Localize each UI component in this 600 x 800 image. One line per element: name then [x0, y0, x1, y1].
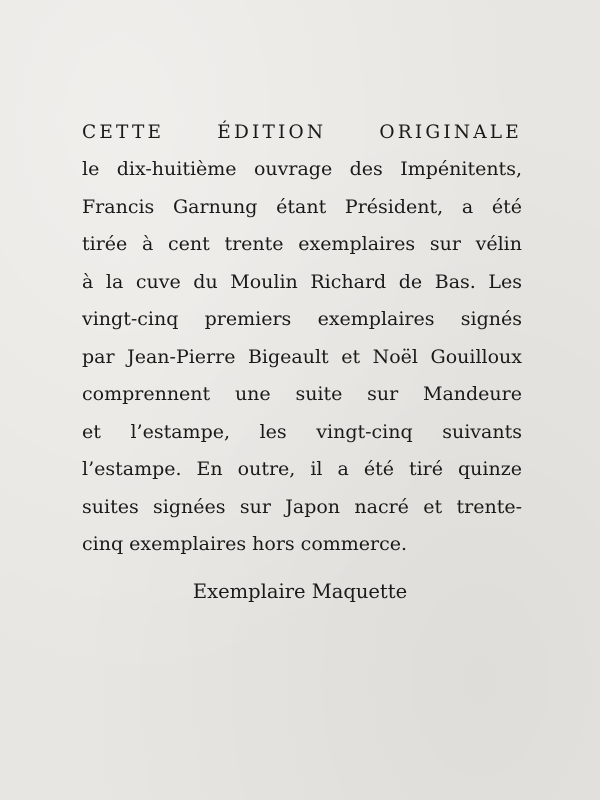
colophon-line: suites signées sur Japon nacré et trente- — [82, 495, 522, 518]
copy-designation: Exemplaire Maquette — [192, 580, 408, 603]
colophon-line: vingt-cinq premiers exemplaires signés — [82, 308, 522, 330]
colophon-heading: CETTE ÉDITION ORIGINALE — [82, 122, 522, 143]
colophon-line: l’estampe. En outre, il a été tiré quinze — [82, 458, 522, 480]
colophon-line: par Jean-Pierre Bigeault et Noël Gouilloux — [82, 345, 522, 368]
colophon-line: Francis Garnung étant Président, a été — [82, 195, 522, 218]
colophon-line: et l’estampe, les vingt-cinq suivants — [82, 420, 522, 443]
colophon-line: le dix-huitième ouvrage des Impénitents, — [82, 158, 522, 180]
colophon-line: cinq exemplaires hors commerce. — [82, 533, 408, 555]
colophon-line: à la cuve du Moulin Richard de Bas. Les — [82, 270, 522, 293]
colophon-line: comprennent une suite sur Mandeure — [82, 383, 522, 405]
colophon-text-block — [82, 114, 522, 564]
colophon-line: tirée à cent trente exemplaires sur vélin — [82, 233, 522, 255]
